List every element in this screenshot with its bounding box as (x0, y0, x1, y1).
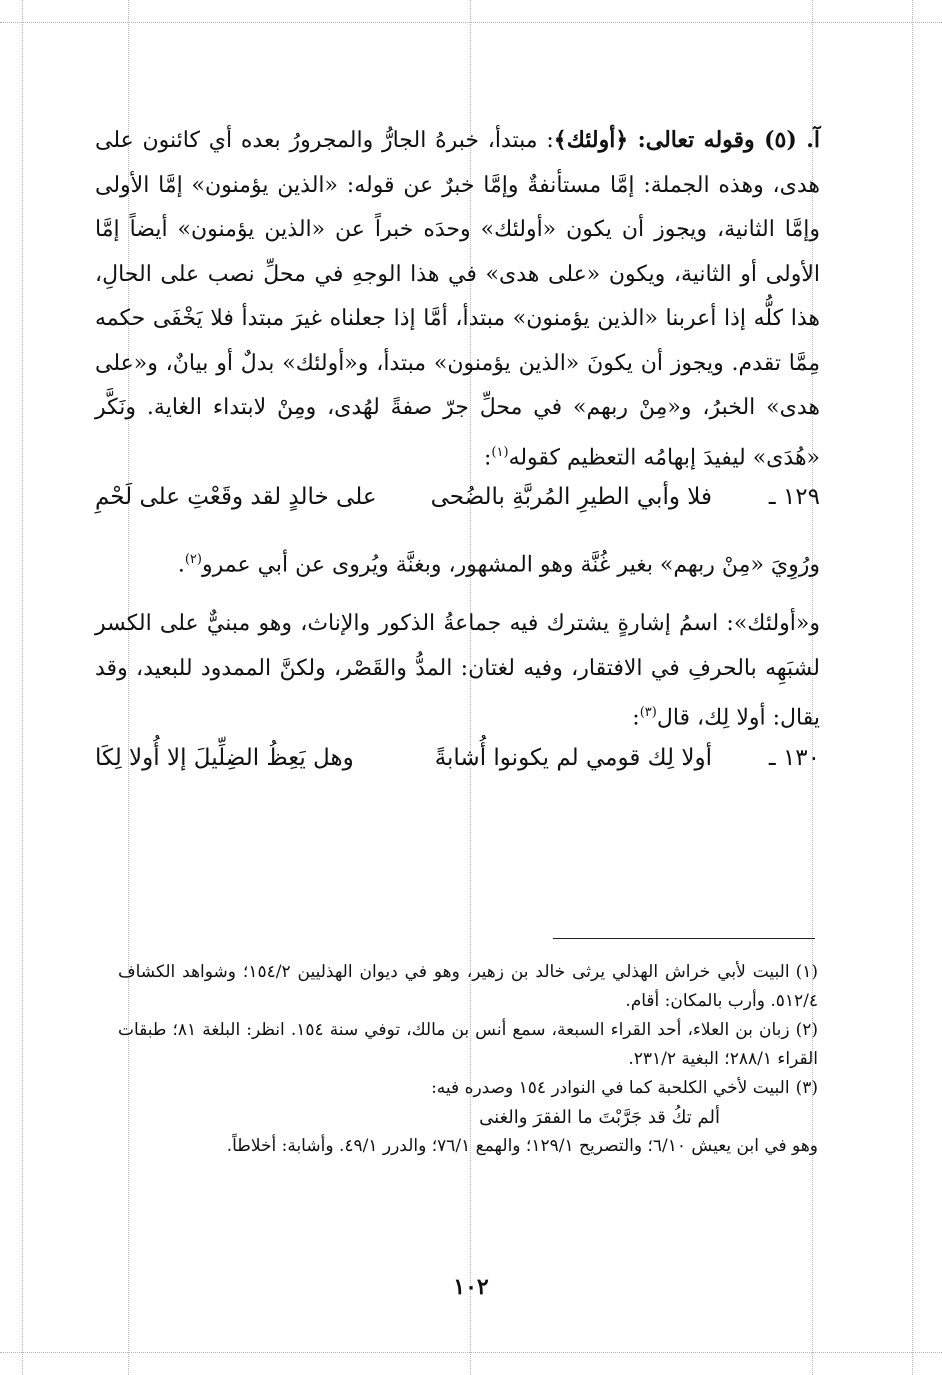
footnote-ref: (٣) (639, 705, 657, 721)
footnote-mark: (٢) (795, 1020, 818, 1040)
guide-line (22, 0, 23, 1375)
paragraph-1 (95, 118, 820, 480)
verse-second-hemistich: وهل يَعِظُ الضِلِّيلَ إلا أُولا لِكَا (95, 744, 354, 771)
verse-number: ١٣٠ ـ (768, 744, 820, 771)
page-number: ١٠٢ (453, 1274, 489, 1300)
footnote-3-continued: وهو في ابن يعيش ٦/١٠؛ والتصريح ١٢٩/١؛ والهمع ٧٦/١؛ والدرر ٤٩/١. وأشابة: أخلاطاً. (226, 1136, 818, 1156)
footnote-verse: ألم تكُ قد جَرَّبْتَ ما الفقرَ والغنى (479, 1107, 720, 1128)
footnotes (118, 958, 818, 1161)
verse-first-hemistich: فلا وأبي الطيرِ المُربَّةِ بالضُحى (430, 484, 712, 511)
guide-line (0, 22, 942, 23)
footnote-ref: (٢) (184, 552, 202, 568)
paragraph-text: و«أولئك»: اسمُ إشارةٍ يشترك فيه جماعةُ الذكور والإناث، وهو مبنيٌّ على الكسر لشبَهِه بالحرفِ في الافتقار، وفيه لغتان: المدُّ والقَصْر، ولكنَّ الممدود للبعيد، وقد يقال: أولا لِك، قال (95, 611, 820, 731)
paragraph-2 (95, 538, 820, 588)
page-body (95, 118, 820, 799)
paragraph-text: ورُوِيَ «مِنْ ربهم» بغير غُنَّة وهو المشهور، وبغنَّة ويُروى عن أبي عمرو (201, 552, 820, 578)
footnote-text: البيت لأبي خراش الهذلي يرثى خالد بن زهير، وهو في ديوان الهذليين ١٥٤/٢؛ وشواهد الكشاف ٥١٢/٤. وأرب بالمكان: أقام. (118, 962, 818, 1011)
punctuation: : (632, 705, 640, 731)
verse-first-hemistich: أولا لِك قومي لم يكونوا أُشابةً (434, 744, 712, 771)
guide-line (0, 1352, 942, 1353)
paragraph-3 (95, 602, 820, 741)
verse-129 (95, 484, 820, 530)
punctuation: : (484, 444, 492, 470)
guide-line (912, 0, 913, 1375)
paragraph-lead: آ. (٥) وقوله تعالى: ﴿أولئك﴾ (553, 127, 820, 153)
verse-second-hemistich: على خالدٍ لقد وقَعْتِ على لَحْمِ (95, 484, 377, 511)
footnote-ref: (١) (491, 444, 509, 460)
footnote-text: البيت لأخي الكلحبة كما في النوادر ١٥٤ وصدره فيه: (431, 1078, 790, 1098)
footnote-1 (118, 958, 818, 1016)
verse-130 (95, 745, 820, 791)
footnote-2 (118, 1016, 818, 1074)
footnote-text: زبان بن العلاء، أحد القراء السبعة، سمع أنس بن مالك، توفي سنة ١٥٤. انظر: البلغة ٨١؛ طبقات القراء ٢٨٨/١؛ البغية ٢٣١/٢. (118, 1020, 818, 1069)
footnote-mark: (١) (795, 962, 819, 982)
paragraph-text: : مبتدأ، خبرهُ الجارُّ والمجرورُ بعده أي كائنون على هدى، وهذه الجملة: إمَّا مستأنفةٌ وإمَّا خبرٌ عن قوله: «الذين يؤمنون» إمَّا الأولى وإمَّا الثانية، ويجوز أن يكون «أولئك» وحدَه خبراً عن «الذين يؤمنون» أيضاً إمَّا الأولى أو الثانية، ويكون «على هدى» في هذا الوجهِ في محلِّ نصب على الحالِ، هذا كلُّه إذا أعربنا «الذين يؤمنون» مبتدأ، أمَّا إذا جعلناه غيرَ مبتدأ فلا يَخْفَى حكمه مِمَّا تقدم. ويجوز أن يكونَ «الذين يؤمنون» مبتدأ، و«أولئك» بدلٌ أو بيانٌ، و«على هدى» الخبرُ، و«مِنْ ربهم» في محلِّ جرّ صفةً لهُدى، ومِنْ لابتداء الغاية. ونَكَّر «هُدَى» ليفيدَ إبهامُه التعظيم كقوله (95, 128, 820, 470)
footnote-separator (553, 938, 815, 939)
punctuation: . (177, 552, 185, 578)
footnote-3 (118, 1074, 818, 1103)
footnote-mark: (٣) (795, 1078, 818, 1098)
verse-number: ١٢٩ ـ (768, 484, 820, 511)
